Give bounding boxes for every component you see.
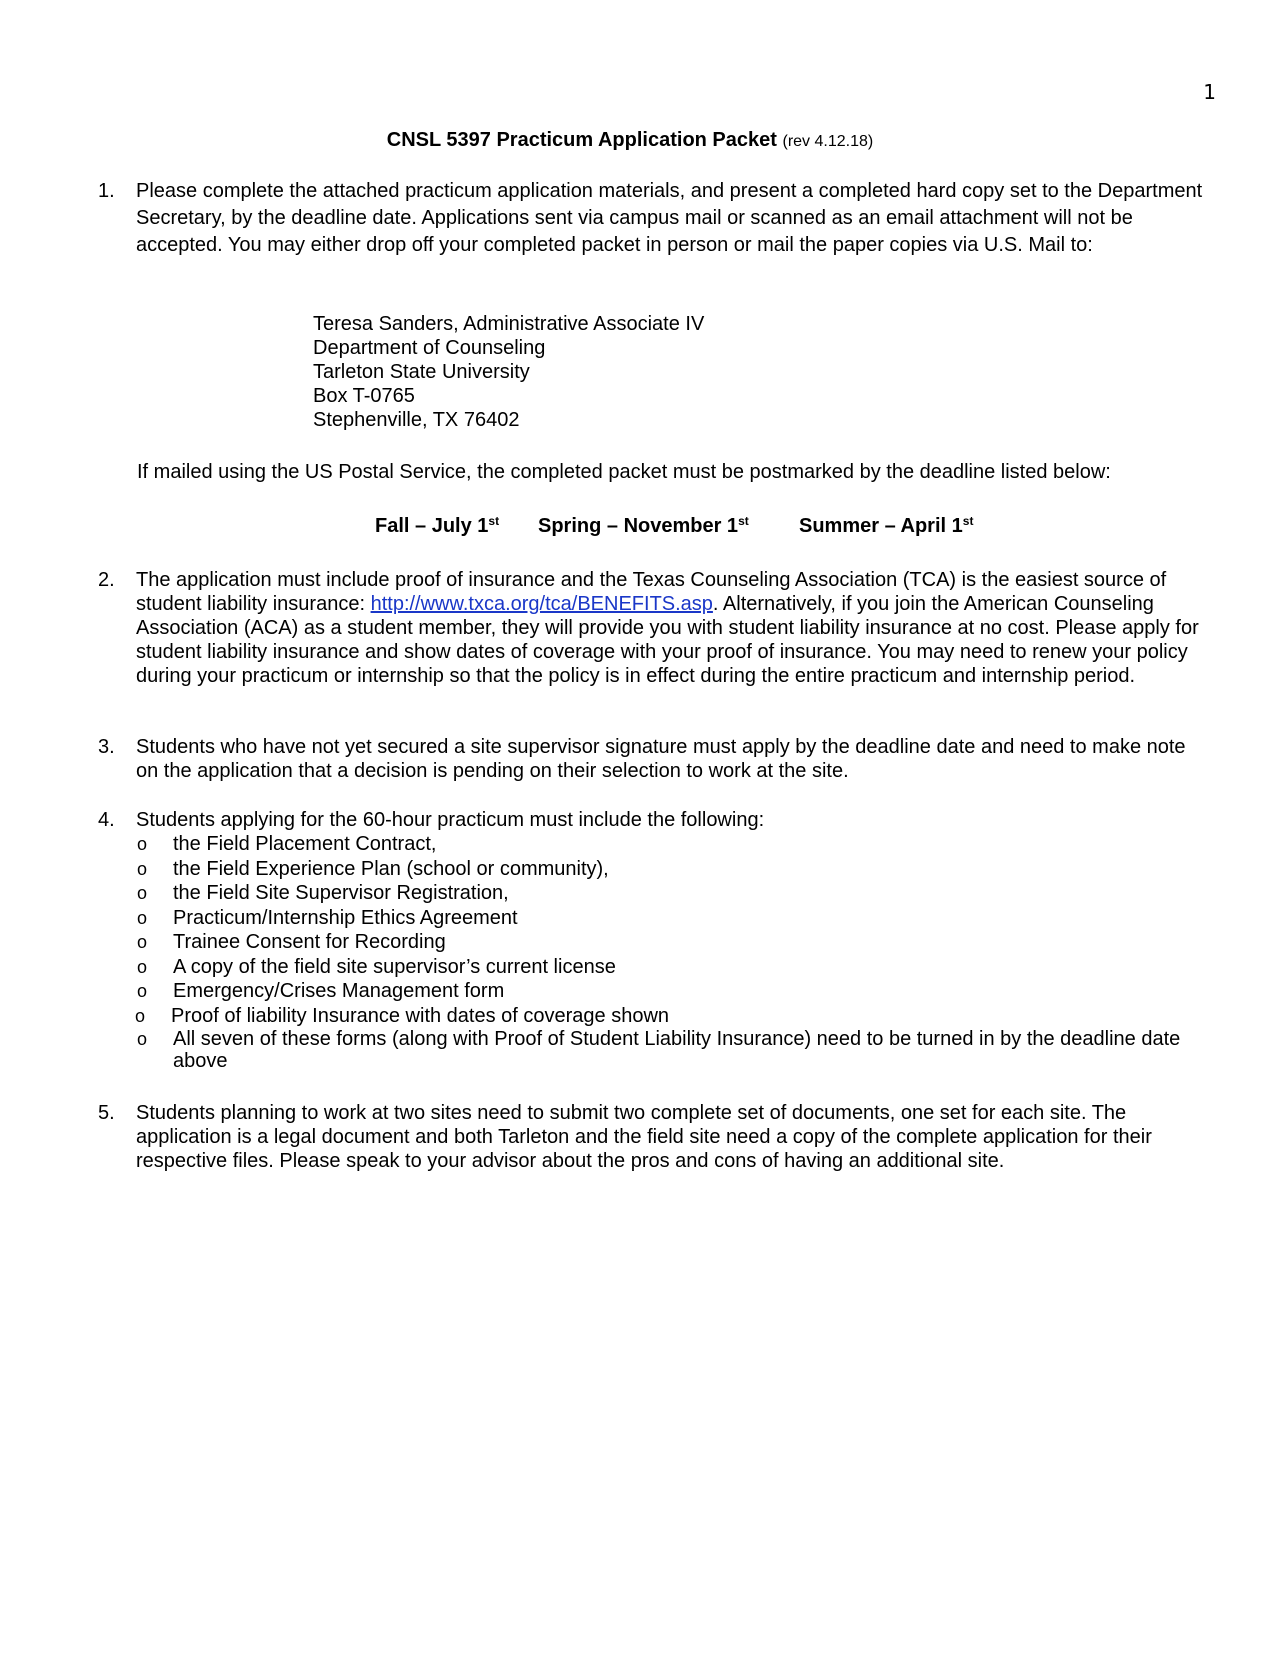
bullet-icon: o: [137, 858, 148, 879]
item-text: Students planning to work at two sites need to submit two complete set of documents, one set for each site. The application is a legal document and both Tarleton and the field site need a copy of the complete application for their respective files. Please speak to your advisor about the pros and cons of having an additional site.: [136, 1102, 1152, 1172]
tca-benefits-link[interactable]: http://www.txca.org/tca/BENEFITS.asp: [370, 593, 713, 615]
list-item-1: [98, 178, 1208, 259]
bullet-icon: o: [137, 981, 148, 1001]
sublist-item: o All seven of these forms (along with Proof of Student Liability Insurance) need to be turned in by the deadline date above: [137, 1028, 1181, 1072]
sublist-item: o Emergency/Crises Management form: [137, 980, 505, 1002]
item-text: Students applying for the 60-hour practicum must include the following:: [136, 809, 765, 831]
list-item-2: [98, 568, 1208, 688]
sublist-item: o Proof of liability Insurance with dates of coverage shown: [135, 1004, 670, 1027]
bullet-icon: o: [137, 834, 148, 854]
item-number: 3.: [98, 736, 115, 758]
mailing-address: [313, 312, 704, 432]
title-main: CNSL 5397 Practicum Application Packet: [386, 129, 777, 151]
required-forms-list: [98, 832, 1208, 1072]
page-number: 1: [1203, 80, 1216, 104]
list-item-3: [98, 735, 1208, 783]
bullet-icon: o: [137, 956, 148, 977]
address-line: Department of Counseling: [313, 337, 546, 359]
bullet-icon: o: [135, 1005, 146, 1026]
deadline-fall: Fall – July 1st: [375, 514, 500, 537]
sublist-item: o Trainee Consent for Recording: [137, 931, 446, 953]
sublist-item: o Practicum/Internship Ethics Agreement: [137, 906, 518, 929]
item-number: 5.: [98, 1102, 115, 1124]
page-title: [0, 128, 1260, 154]
sublist-item: o the Field Site Supervisor Registration,: [137, 882, 509, 904]
item-text: The application must include proof of insurance and the Texas Counseling Association (TCA) is the easiest source of student liability insurance: http://www.txca.org/tca/BENEFITS.asp. Alternatively, if you join the American Counseling Association (ACA) as a student member, they will provide you with student liability insurance at no cost. Please apply for student liability insurance and show dates of coverage with your proof of insurance. You may need to renew your policy during your practicum or internship so that the policy is in effect during the entire practicum and internship period.: [136, 569, 1199, 687]
bullet-icon: o: [137, 932, 148, 952]
bullet-icon: o: [137, 907, 148, 928]
deadline-summer: Summer – April 1st: [799, 514, 974, 537]
title-revision: (rev 4.12.18): [782, 133, 874, 150]
list-item-4: [98, 808, 1208, 1072]
address-line: Tarleton State University: [313, 361, 530, 383]
item-number: 2.: [98, 569, 115, 591]
sublist-item: o the Field Experience Plan (school or community),: [137, 857, 609, 880]
sublist-item: o A copy of the field site supervisor’s current license: [137, 955, 616, 978]
address-line: Stephenville, TX 76402: [313, 409, 520, 431]
item-number: 1.: [98, 180, 115, 202]
item-text: Students who have not yet secured a site supervisor signature must apply by the deadline date and need to make note on the application that a decision is pending on their selection to work at the site.: [136, 736, 1186, 782]
list-item-5: [98, 1101, 1208, 1173]
postal-note: If mailed using the US Postal Service, the completed packet must be postmarked by the deadline listed below:: [137, 461, 1111, 483]
item-number: 4.: [98, 809, 115, 831]
address-line: Box T-0765: [313, 385, 415, 407]
deadline-spring: Spring – November 1st: [538, 514, 749, 537]
address-line: Teresa Sanders, Administrative Associate IV: [313, 313, 705, 335]
bullet-icon: o: [137, 883, 148, 903]
item-text: Please complete the attached practicum application materials, and present a completed hard copy set to the Department Secretary, by the deadline date. Applications sent via campus mail or scanned as an email attachment will not be accepted. You may either drop off your completed packet in person or mail the paper copies via U.S. Mail to:: [136, 180, 1203, 256]
sublist-item: o the Field Placement Contract,: [137, 833, 437, 855]
bullet-icon: o: [137, 1029, 148, 1049]
